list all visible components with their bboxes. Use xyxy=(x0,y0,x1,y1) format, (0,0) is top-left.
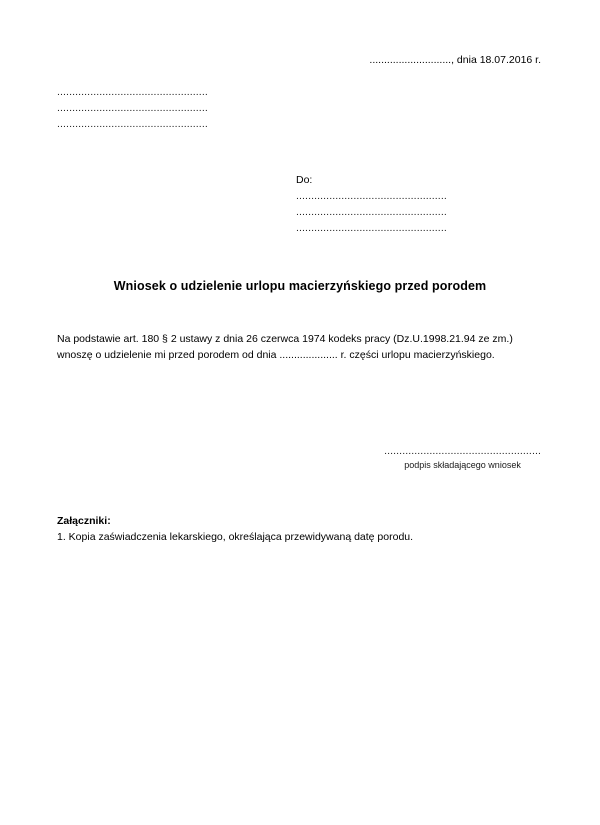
document-title: Wniosek o udzielenie urlopu macierzyńskiego przed porodem xyxy=(113,279,487,293)
signature-line: .................................................... xyxy=(384,445,541,457)
recipient-line-3: .................................................. xyxy=(296,222,447,234)
recipient-line-1: .................................................. xyxy=(296,190,447,202)
sender-line-3: .................................................. xyxy=(57,118,208,130)
attachments-heading: Załączniki: xyxy=(57,515,111,527)
signature-caption: podpis składającego wniosek xyxy=(404,460,521,470)
attachment-item-1: 1. Kopia zaświadczenia lekarskiego, określająca przewidywaną datę porodu. xyxy=(57,531,414,543)
recipient-block xyxy=(296,172,447,236)
sender-block xyxy=(57,84,208,132)
signature-block xyxy=(384,445,541,472)
recipient-label: Do: xyxy=(296,174,313,186)
date-text: , dnia 18.07.2016 r. xyxy=(451,54,541,66)
body-paragraph: Na podstawie art. 180 § 2 ustawy z dnia 26 czerwca 1974 kodeks pracy (Dz.U.1998.21.94 ze zm.) wnoszę o udzielenie mi przed porodem od dnia .................... r. części urlopu macierzyńskiego. xyxy=(57,333,513,361)
recipient-line-2: .................................................. xyxy=(296,206,447,218)
sender-line-1: .................................................. xyxy=(57,86,208,98)
date-line xyxy=(369,54,541,66)
place-placeholder-dots: ............................ xyxy=(369,54,452,66)
sender-line-2: .................................................. xyxy=(57,102,208,114)
attachments-block xyxy=(57,513,413,545)
